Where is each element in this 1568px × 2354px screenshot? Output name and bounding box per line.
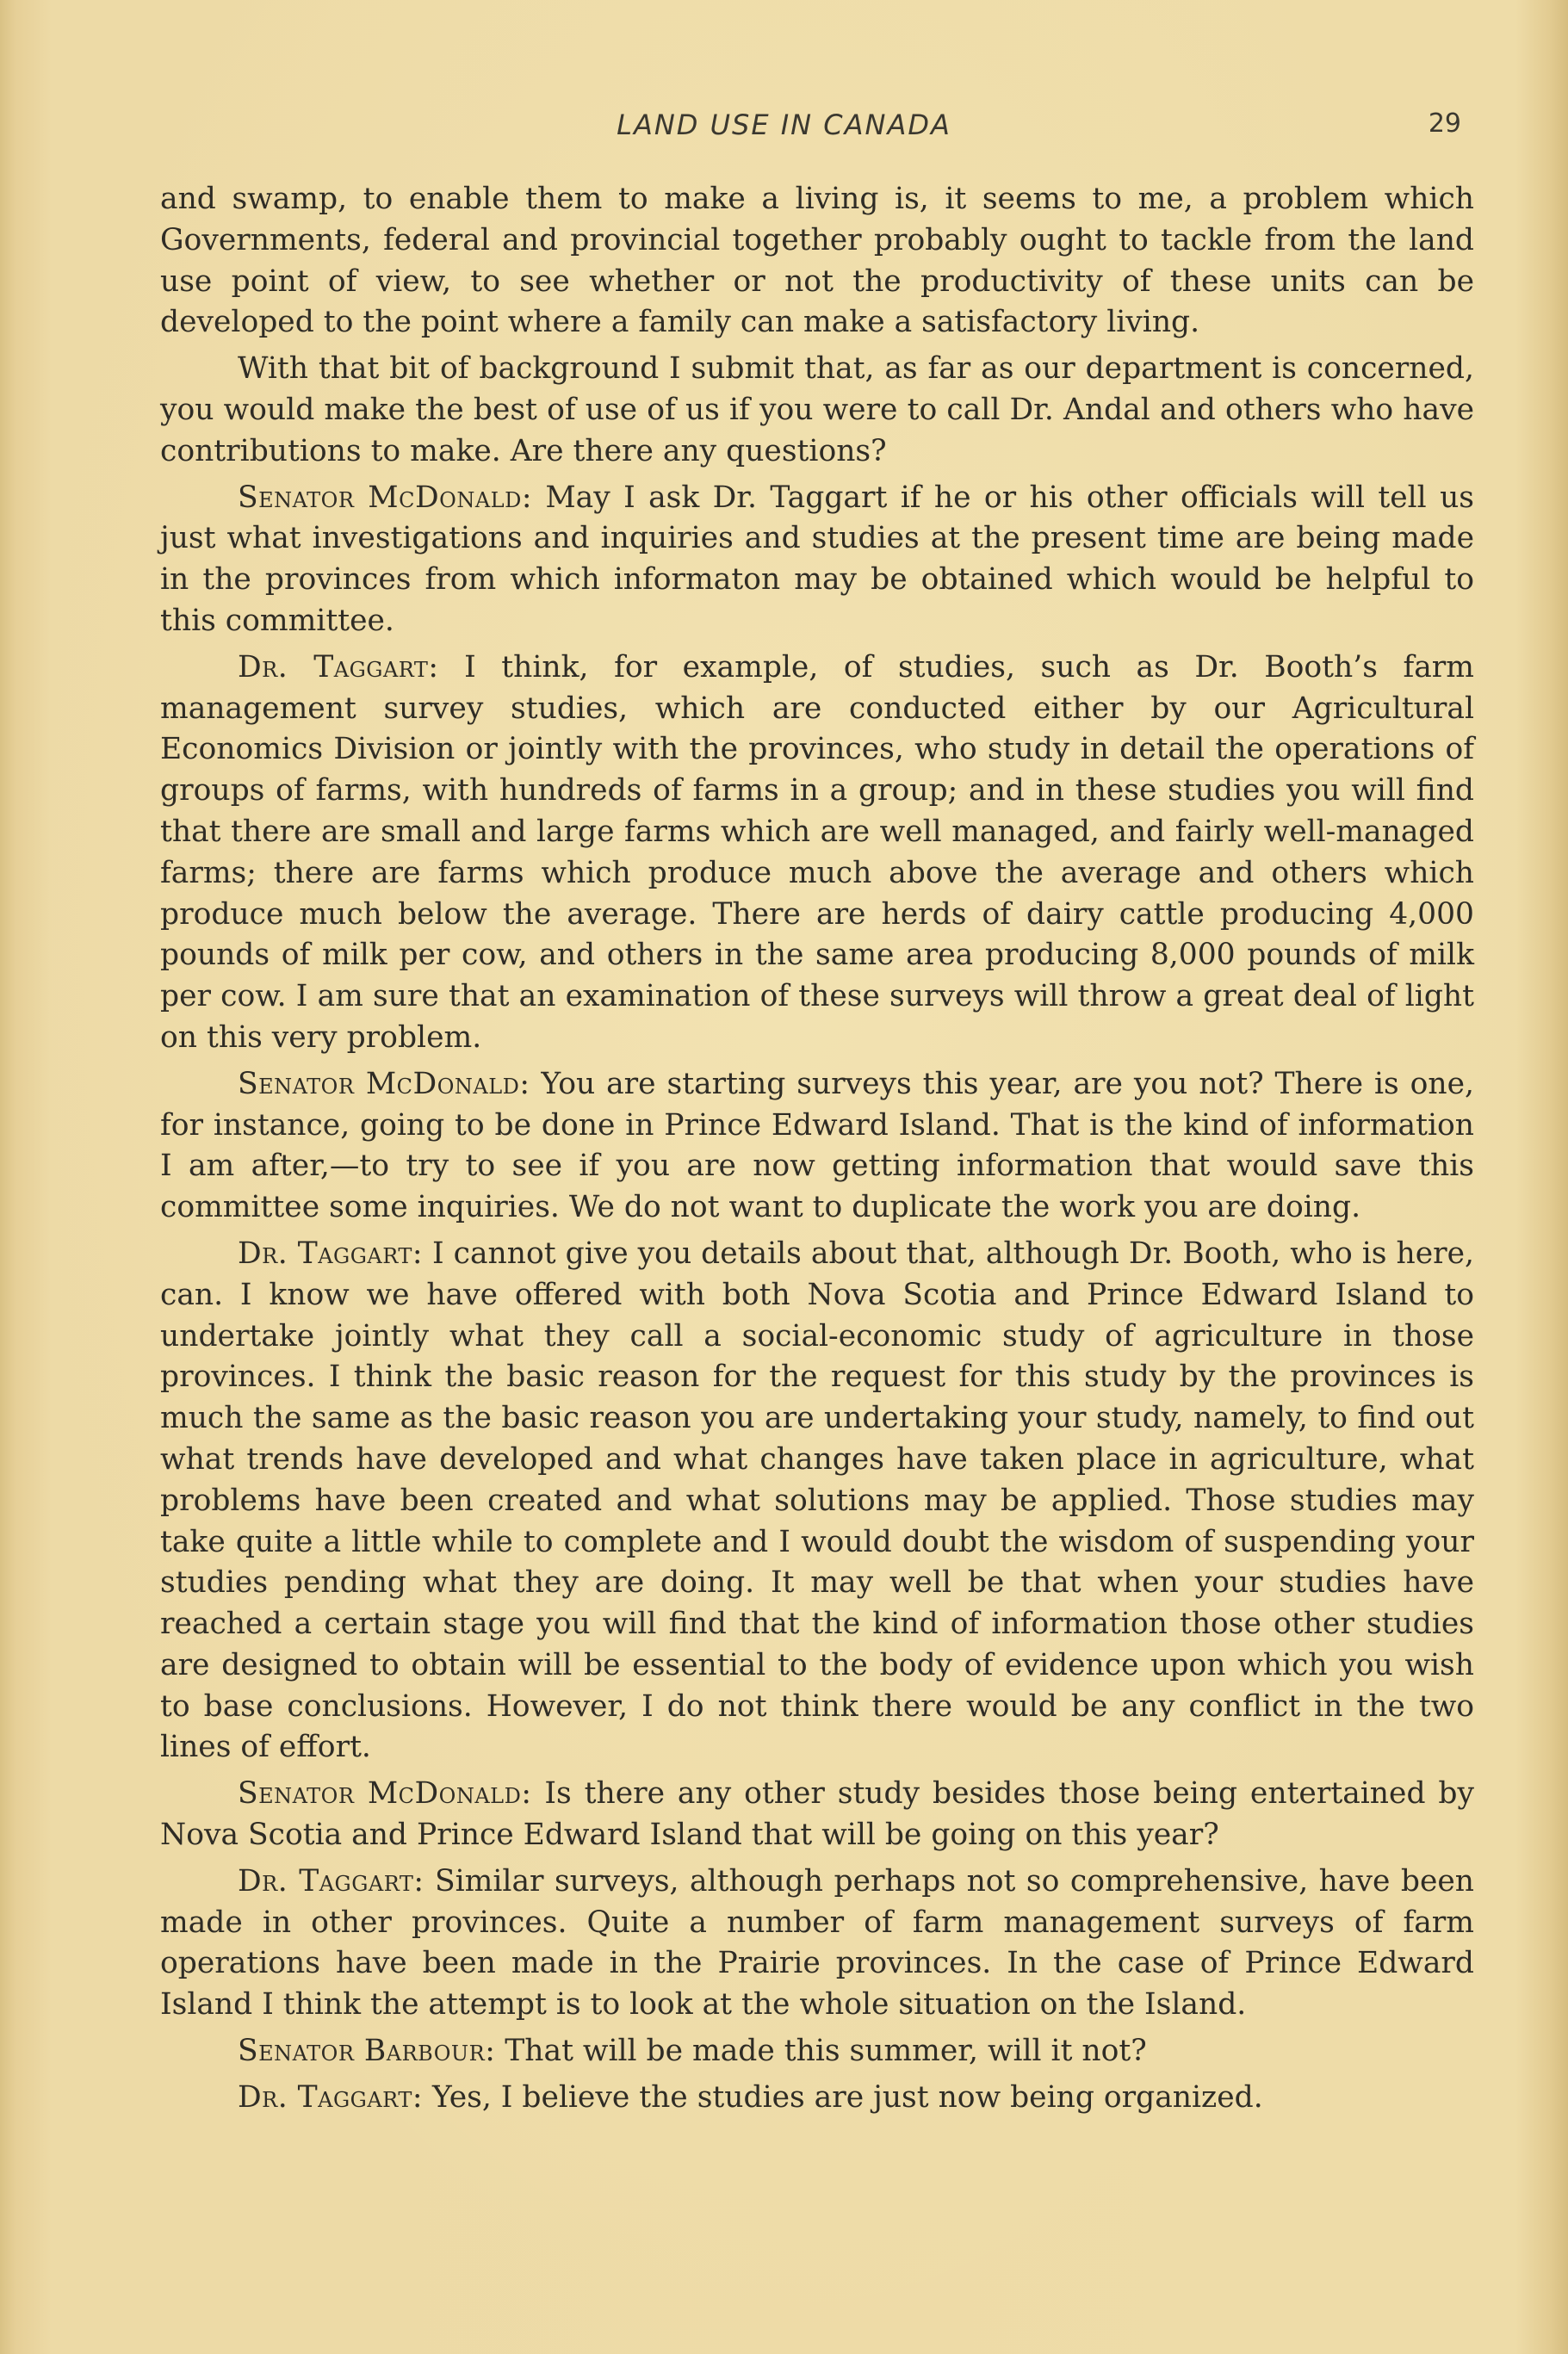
speaker-label: Senator McDonald: — [238, 1776, 532, 1812]
paragraph — [160, 1234, 1474, 1769]
speaker-label: Dr. Taggart: — [238, 649, 439, 685]
running-title: LAND USE IN CANADA — [617, 108, 951, 141]
speaker-label: Senator McDonald: — [238, 480, 532, 515]
paragraph — [160, 478, 1474, 642]
paragraph-text: Yes, I believe the studies are just now being organized. — [431, 2079, 1263, 2115]
speaker-label: Senator McDonald: — [238, 1066, 530, 1101]
paragraph — [160, 2078, 1474, 2119]
paragraph-text: I think, for example, of studies, such as Dr. Booth’s farm management survey studies, which are conducted either by our Agricultural Economics Division or jointly with the provinces, who study in detail the operations of groups of farms, with hundreds of farms in a group; and in these studies you will find that there are small and large farms which are well managed, and fairly well-managed farms; there are farms which produce much above the average and others which produce much below the average. There are herds of dairy cattle producing 4,000 pounds of milk per cow, and others in the same area producing 8,000 pounds of milk per cow. I am sure that an examination of these surveys will throw a great deal of light on this very problem. — [160, 649, 1475, 1055]
paragraph-text: Similar surveys, although perhaps not so comprehensive, have been made in other provinces. Quite a number of farm management surveys of farm operations have been made in the Prairie provinces. In the case of Prince Edward Island I think the attempt is to look at the whole situation on the Island. — [160, 1863, 1475, 2023]
speaker-label: Senator Barbour: — [238, 2034, 496, 2069]
paragraph-text: With that bit of background I submit that, as far as our department is concerned, you would make the best of use of us if you were to call Dr. Andal and others who have contributions to make. Are there any questions? — [160, 351, 1474, 468]
paragraph — [160, 2031, 1474, 2072]
speaker-label: Dr. Taggart: — [238, 1236, 424, 1271]
page-number: 29 — [1428, 108, 1461, 139]
body-text — [160, 179, 1474, 2124]
paragraph — [160, 1064, 1474, 1229]
paragraph-text: May I ask Dr. Taggart if he or his other officials will tell us just what investigations and inquiries and studies at the present time are being made in the provinces from which informaton may be obtained which would be helpful to this committee. — [160, 480, 1475, 638]
paragraph-text: You are starting surveys this year, are you not? There is one, for instance, going to be done in Prince Edward Island. That is the kind of information I am after,—to try to see if you are now getting information that would save this committee some inquiries. We do not want to duplicate the work you are doing. — [160, 1066, 1474, 1225]
paragraph — [160, 179, 1474, 344]
paragraph — [160, 1774, 1474, 1856]
paragraph-text: That will be made this summer, will it not? — [505, 2034, 1147, 2069]
paragraph-text: I cannot give you details about that, although Dr. Booth, who is here, can. I know we have offered with both Nova Scotia and Prince Edward Island to undertake jointly what they call a social-economic study of agriculture in those provinces. I think the basic reason for the request for this study by the provinces is much the same as the basic reason you are undertaking your study, namely, to find out what trends have developed and what changes have taken place in agriculture, what problems have been created and what solutions may be applied. Those studies may take quite a little while to complete and I would doubt the wisdom of suspending your studies pending what they are doing. It may well be that when your studies have reached a certain stage you will find that the kind of information those other studies are designed to obtain will be essential to the body of evidence upon which you wish to base conclusions. However, I do not think there would be any conflict in the two lines of effort. — [160, 1236, 1475, 1765]
speaker-label: Dr. Taggart: — [238, 2079, 423, 2115]
paragraph-text: Is there any other study besides those being entertained by Nova Scotia and Prince Edward Island that will be going on this year? — [160, 1776, 1474, 1853]
paragraph — [160, 647, 1474, 1059]
paragraph — [160, 349, 1474, 472]
paragraph-text: and swamp, to enable them to make a living is, it seems to me, a problem which Governments, federal and provincial together probably ought to tackle from the land use point of view, to see whether or not the productivity of these units can be developed to the point where a family can make a satisfactory living. — [160, 182, 1474, 340]
paragraph — [160, 1862, 1474, 2026]
page-header — [0, 108, 1568, 143]
speaker-label: Dr. Taggart: — [238, 1863, 425, 1899]
